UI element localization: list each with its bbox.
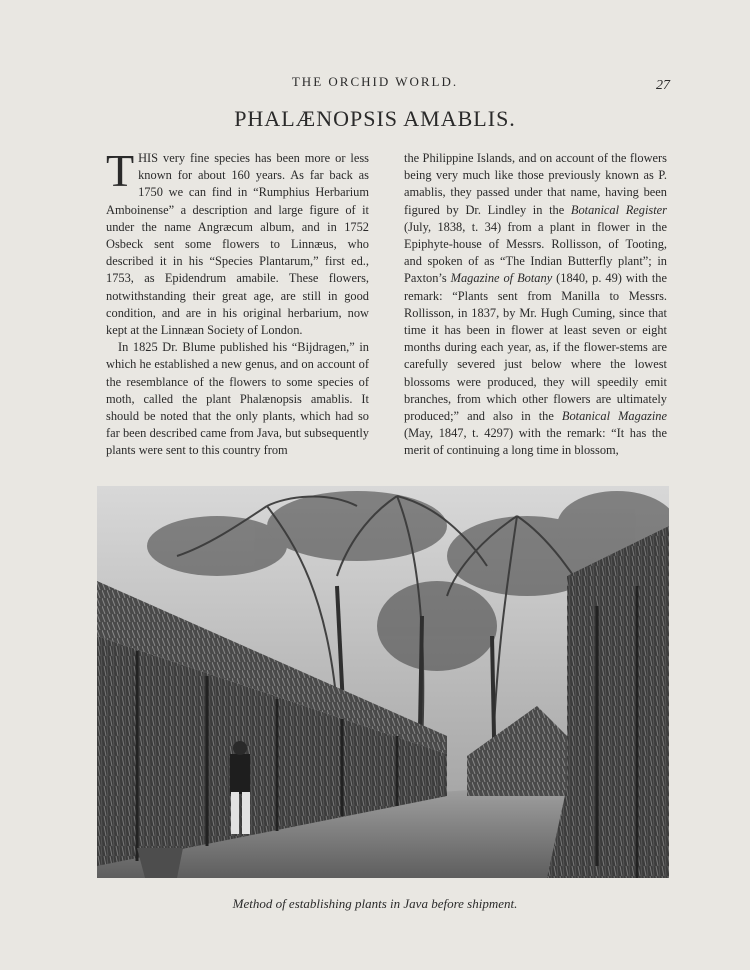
journal-title-botanical-register: Botanical Register bbox=[570, 202, 667, 217]
article-title: PHALÆNOPSIS AMABLIS. bbox=[234, 106, 516, 131]
paragraph-3-text-b: (July, 1838, t. 34) from a plant in flower in the Epiphyte-house of Messrs. Rollisson, of Tooting, and spoken of as “The Indian Butterfly plant”; in Paxton’s bbox=[404, 219, 667, 286]
page-number: 27 bbox=[656, 78, 670, 93]
paragraph-3-text-d: (May, 1847, t. 4297) with the remark: “It has the merit of continuing a long time in blossom, bbox=[404, 426, 667, 458]
paragraph-2: In 1825 Dr. Blume published his “Bijdragen,” in which he established a new genus, and on account of the resemblance of the flowers to some species of moth, called the plant Phalænopsis amablis. It should be noted that the only plants, which had so far been described came from Java, but subsequently plants were sent to this country from bbox=[106, 340, 369, 458]
paragraph-3-text-a: the Philippine Islands, and on account of the flowers being very much like those previously known as P. amablis, they passed under that name, having been figured by Dr. Lindley in the bbox=[404, 151, 667, 217]
photograph-illustration bbox=[97, 486, 669, 878]
paragraph-3-text-c: (1840, p. 49) with the remark: “Plants sent from Manilla to Messrs. Rollisson, in 1837, by Mr. Hugh Cuming, since that time it has been in flower at least seven or eight months during each year, as, if the flower-stems are carefully severed just below where the lowest blossoms were produced, they will speedily emit branches, from which other flowers are ultimately produced;” and also in the bbox=[404, 271, 667, 424]
journal-title-magazine-of-botany: Magazine of Botany bbox=[450, 271, 553, 286]
left-column bbox=[106, 145, 369, 460]
photograph bbox=[97, 486, 669, 878]
running-head: THE ORCHID WORLD. bbox=[291, 74, 459, 89]
paragraph-1-text: HIS very fine species has been more or less known for about 160 years. As far back as 1750 we can find in “Rumphius Herbarium Amboinense” a description and large figure of it under the name Angræcum album, and in 1752 Osbeck sent some flowers to Linnæus, who described it in his “Species Plantarum,” first ed., 1753, as Epidendrum amabile. These flowers, notwithstanding their great age, are still in good condition, and are in his original herbarium, now kept at the Linnæan Society of London. bbox=[106, 151, 369, 338]
paragraph-1 bbox=[106, 145, 369, 339]
journal-title-botanical-magazine: Botanical Magazine bbox=[561, 409, 667, 424]
drop-cap: T bbox=[106, 145, 135, 196]
right-column bbox=[404, 150, 667, 460]
paragraph-3 bbox=[404, 150, 667, 460]
figure-caption: Method of establishing plants in Java before shipment. bbox=[232, 896, 518, 911]
